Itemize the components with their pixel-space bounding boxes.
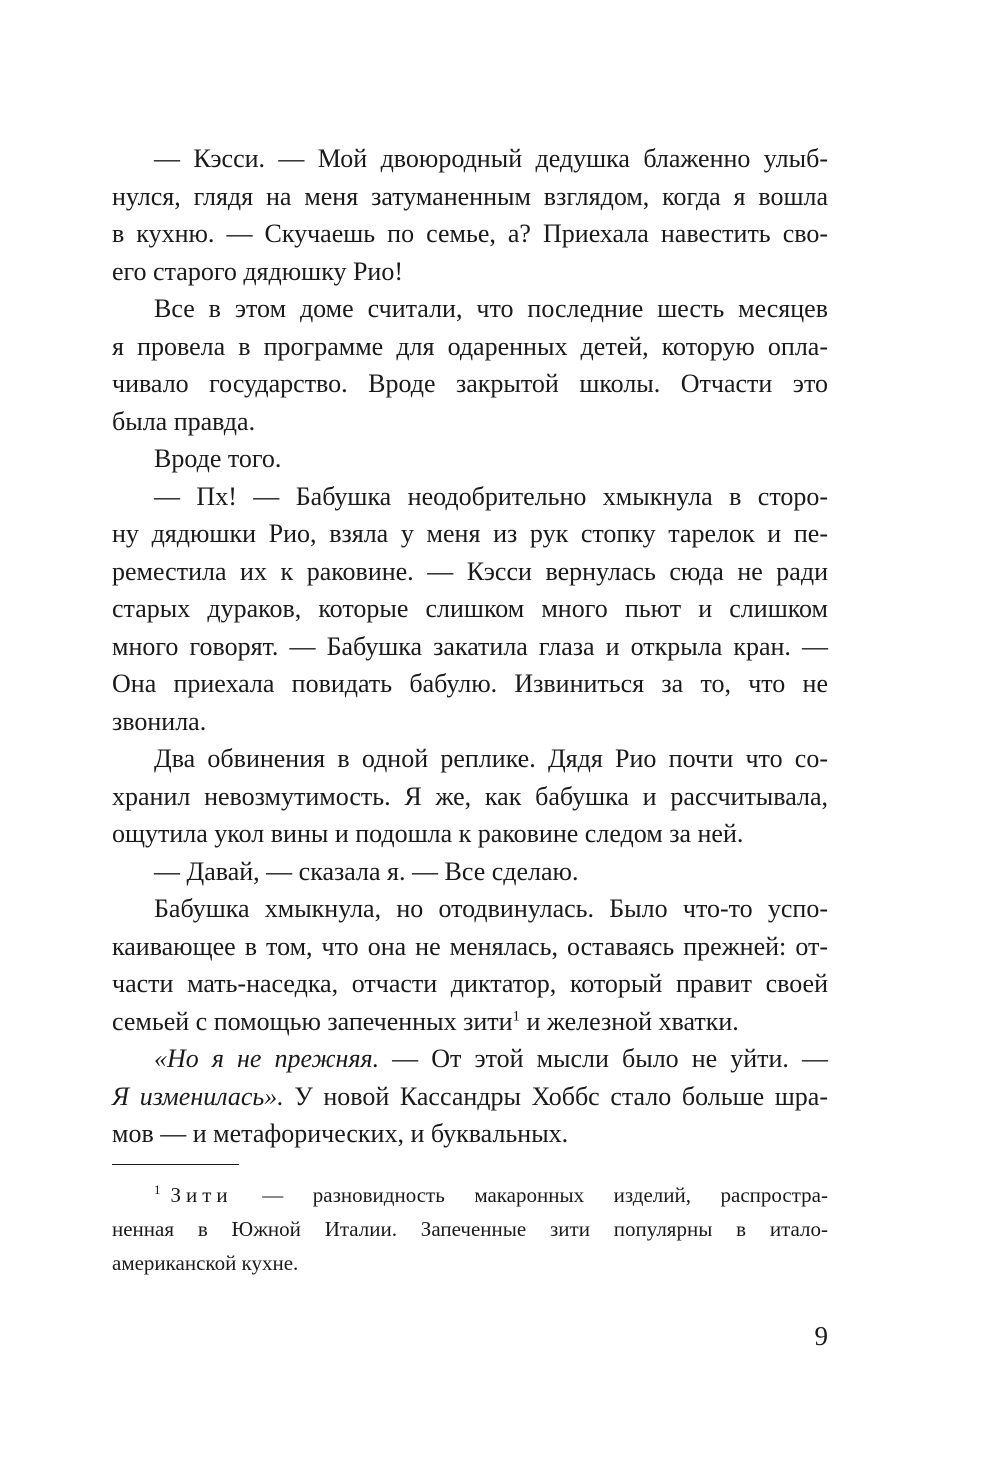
text-line: — Пх! — Бабушка неодобрительно хмыкнула в сторо-	[154, 481, 828, 511]
text-line: в кухню. — Скучаешь по семье, а? Приехала навестить сво-	[112, 219, 828, 248]
text-line: — Кэсси. — Мой двоюродный дедушка блаженно улыб-	[154, 144, 828, 173]
text-line: Вроде того.	[154, 444, 282, 473]
text-line: части мать-наседка, отчасти диктатор, который правит своей	[112, 969, 828, 998]
footnote-mark: 1	[154, 1182, 161, 1197]
footnote-reference: 1	[512, 1007, 521, 1024]
text-line: реместила их к раковине. — Кэсси вернулась сюда не ради	[112, 556, 828, 586]
page-number: 9	[814, 1321, 828, 1351]
footnote-line: американской кухне.	[112, 1251, 299, 1275]
footnote	[112, 1178, 828, 1280]
italic-segment: «Но я не прежняя.	[154, 1044, 380, 1073]
text-line: Два обвинения в одной реплике. Дядя Рио почти что со-	[154, 744, 828, 773]
text-line: была правда.	[112, 406, 256, 436]
text-line: — Давай, — сказала я. — Все сделаю.	[154, 856, 579, 886]
text-line: много говорят. — Бабушка закатила глаза и открыла кран. —	[112, 631, 828, 661]
text-line: звонила.	[112, 706, 207, 736]
italic-segment: Я изменилась».	[112, 1081, 284, 1111]
body-text	[112, 140, 828, 1153]
text-line: мов — и метафорических, и буквальных.	[112, 1119, 569, 1148]
text-line: старых дураков, которые слишком много пьют и слишком	[112, 594, 828, 623]
text-segment: и железной хватки.	[520, 1006, 739, 1036]
text-line: Все в этом доме считали, что последние шесть месяцев	[154, 294, 828, 323]
footnote-term: Зити	[170, 1183, 233, 1207]
footnote-line: ненная в Южной Италии. Запеченные зити популярны в итало-	[112, 1217, 828, 1241]
text-segment: — От этой мысли было не уйти. —	[379, 1044, 828, 1073]
text-line: я провела в программе для одаренных детей, которую опла-	[112, 331, 828, 361]
text-line: хранил невозмутимость. Я же, как бабушка и рассчитывала,	[112, 781, 828, 811]
text-line	[112, 1078, 828, 1116]
footnote-text: — разновидность макаронных изделий, распростра-	[232, 1183, 828, 1207]
text-line: Она приехала повидать бабулю. Извиниться за то, что не	[112, 669, 828, 698]
text-line	[112, 1003, 828, 1041]
footnote-divider	[112, 1164, 239, 1165]
text-line	[112, 1040, 828, 1078]
text-line: ощутила укол вины и подошла к раковине следом за ней.	[112, 819, 744, 848]
text-line: нулся, глядя на меня затуманенным взглядом, когда я вошла	[112, 181, 828, 211]
text-line: ну дядюшки Рио, взяла у меня из рук стопку тарелок и пе-	[112, 519, 828, 548]
text-line: его старого дядюшку Рио!	[112, 256, 403, 286]
text-line: каивающее в том, что она не менялась, оставаясь прежней: от-	[112, 931, 828, 961]
footnote-line	[112, 1178, 828, 1212]
text-segment: семьей с помощью запеченных зити	[112, 1006, 513, 1036]
text-segment: У новой Кассандры Хоббс стало больше шра-	[283, 1081, 828, 1111]
text-line: чивало государство. Вроде закрытой школы. Отчасти это	[112, 369, 828, 398]
text-line: Бабушка хмыкнула, но отодвинулась. Было что-то успо-	[154, 894, 828, 923]
